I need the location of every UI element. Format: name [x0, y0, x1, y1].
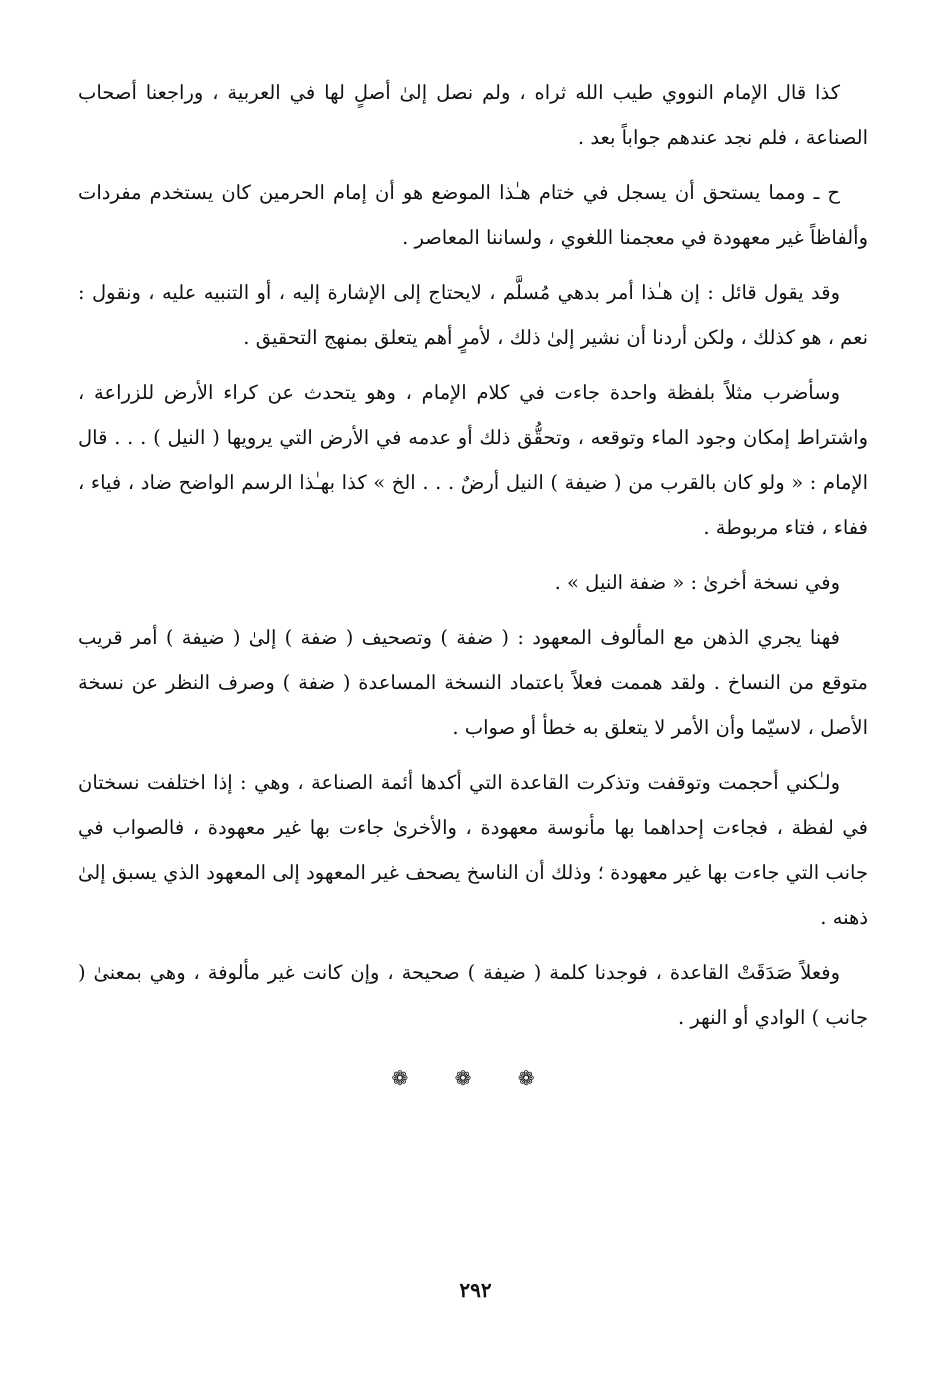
page-body: [78, 70, 868, 1101]
page-number: ٢٩٢: [459, 1278, 492, 1302]
paragraph-6: فهنا يجري الذهن مع المألوف المعهود : ( ضفة ) وتصحيف ( ضفة ) إلىٰ ( ضيفة ) أمر قريب متوقع من النساخ . ولقد هممت فعلاً باعتماد النسخة المساعدة ( ضفة ) وصرف النظر عن نسخة الأصل ، لاسيّما وأن الأمر لا يتعلق به خطأ أو صواب .: [78, 626, 868, 739]
section-separator: ❁ ❁ ❁: [391, 1066, 555, 1090]
paragraph-7: ولـٰكني أحجمت وتوقفت وتذكرت القاعدة التي أكدها أئمة الصناعة ، وهي : إذا اختلفت نسختان في لفظة ، فجاءت إحداهما بها مأنوسة معهودة ، والأخرىٰ جاءت بها غير معهودة ، فالصواب في جانب التي جاءت بها غير معهودة ؛ وذلك أن الناسخ يصحف غير المعهود إلى المعهود الذي يسبق إلىٰ ذهنه .: [78, 771, 868, 929]
paragraph-3: وقد يقول قائل : إن هـٰذا أمر بدهي مُسلَّم ، لايحتاج إلى الإشارة إليه ، أو التنبيه عليه ، ونقول : نعم ، هو كذلك ، ولكن أردنا أن نشير إلىٰ ذلك ، لأمرٍ أهم يتعلق بمنهج التحقيق .: [78, 281, 868, 349]
paragraph-2: ح ـ ومما يستحق أن يسجل في ختام هـٰذا الموضع هو أن إمام الحرمين كان يستخدم مفردات وألفاظاً غير معهودة في معجمنا اللغوي ، ولساننا المعاصر .: [78, 181, 868, 249]
paragraph-8: وفعلاً صَدَقَتْ القاعدة ، فوجدنا كلمة ( ضيفة ) صحيحة ، وإن كانت غير مألوفة ، وهي بمعنىٰ ( جانب ) الوادي أو النهر .: [78, 961, 868, 1029]
paragraph-4: وسأضرب مثلاً بلفظة واحدة جاءت في كلام الإمام ، وهو يتحدث عن كراء الأرض للزراعة ، واشتراط إمكان وجود الماء وتوقعه ، وتحقُّق ذلك أو عدمه في الأرض التي يرويها ( النيل ) . . . قال الإمام : « ولو كان بالقرب من ( ضيفة ) النيل أرضٌ . . . الخ » كذا بهـٰذا الرسم الواضح ضاد ، فياء ، ففاء ، فتاء مربوطة .: [78, 381, 868, 539]
paragraph-5: وفي نسخة أخرىٰ : « ضفة النيل » .: [554, 571, 840, 594]
paragraph-1: كذا قال الإمام النووي طيب الله ثراه ، ولم نصل إلىٰ أصلٍ لها في العربية ، وراجعنا أصحاب الصناعة ، فلم نجد عندهم جواباً بعد .: [78, 81, 868, 149]
